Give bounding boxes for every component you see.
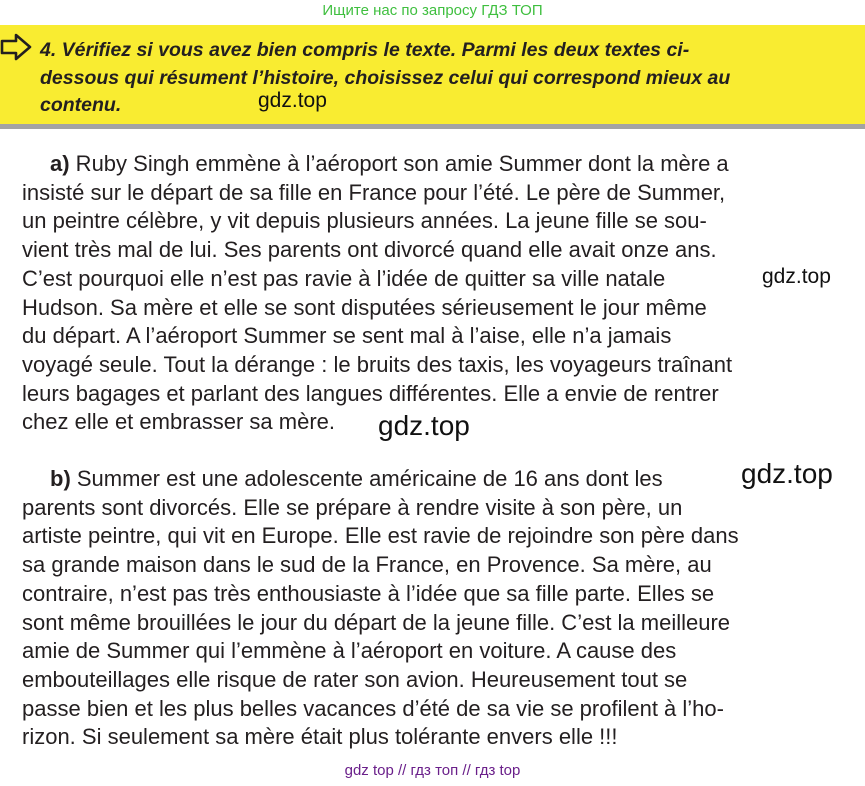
task-banner (0, 25, 865, 124)
text-b-line: artiste peintre, qui vit en Europe. Elle est ravie de rejoindre son père dans (22, 523, 739, 549)
watermark: gdz.top (741, 458, 833, 489)
banner-shadow (0, 124, 865, 129)
text-a-line: Hudson. Sa mère et elle se sont disputées sérieusement le jour même (22, 294, 707, 320)
watermark: gdz.top (378, 410, 470, 441)
text-b-line: parents sont divorcés. Elle se prépare à rendre visite à son père, un (22, 494, 683, 520)
arrow-right-icon (0, 32, 34, 62)
text-a-line: a) Ruby Singh emmène à l’aéroport son amie Summer dont la mère a (50, 151, 729, 176)
text-a-label: a) (50, 151, 70, 176)
text-b-label: b) (50, 466, 71, 491)
text-a-line: du départ. A l’aéroport Summer se sent mal à l’aise, elle n’a jamais (22, 323, 672, 349)
watermark: gdz.top (762, 265, 831, 288)
text-a-line: insisté sur le départ de sa fille en France pour l’été. Le père de Summer, (22, 179, 726, 205)
footer-links[interactable]: gdz top // гдз топ // гдз top (344, 762, 521, 779)
text-a-line: C’est pourquoi elle n’est pas ravie à l’idée de quitter sa ville natale (22, 265, 666, 291)
text-b-line: passe bien et les plus belles vacances d’été de sa vie se profilent à l’ho- (22, 695, 724, 721)
text-b-line: embouteillages elle risque de rater son avion. Heureusement tout se (22, 666, 688, 692)
text-a-line: voyagé seule. Tout la dérange : le bruits des taxis, les voyageurs traînant (22, 351, 733, 377)
text-a-line: vient très mal de lui. Ses parents ont divorcé quand elle avait onze ans. (22, 237, 717, 263)
text-b-line: sa grande maison dans le sud de la France, en Provence. Sa mère, au (22, 552, 712, 578)
watermark: gdz.top (258, 89, 327, 112)
text-a-line: chez elle et embrasser sa mère. (22, 409, 336, 435)
task-line: dessous qui résument l’histoire, choisissez celui qui correspond mieux au (40, 67, 731, 89)
text-a-line: leurs bagages et parlant des langues différentes. Elle a envie de rentrer (22, 380, 719, 406)
task-line: contenu. (40, 94, 122, 116)
search-hint[interactable]: Ищите нас по запросу ГДЗ ТОП (322, 2, 543, 19)
text-b-line: sont même brouillées le jour du départ de la jeune fille. C’est la meilleure (22, 609, 731, 635)
task-line: 4. Vérifiez si vous avez bien compris le texte. Parmi les deux textes ci- (40, 39, 690, 61)
text-a-line: un peintre célèbre, y vit depuis plusieurs années. La jeune fille se sou- (22, 208, 707, 234)
text-b-line: amie de Summer qui l’emmène à l’aéroport en voiture. A cause des (22, 638, 677, 664)
text-b-line: rizon. Si seulement sa mère était plus tolérante envers elle !!! (22, 724, 618, 750)
text-b-line: contraire, n’est pas très enthousiaste à l’idée que sa fille parte. Elles se (22, 580, 715, 606)
text-b-line: b) Summer est une adolescente américaine de 16 ans dont les (50, 466, 663, 491)
